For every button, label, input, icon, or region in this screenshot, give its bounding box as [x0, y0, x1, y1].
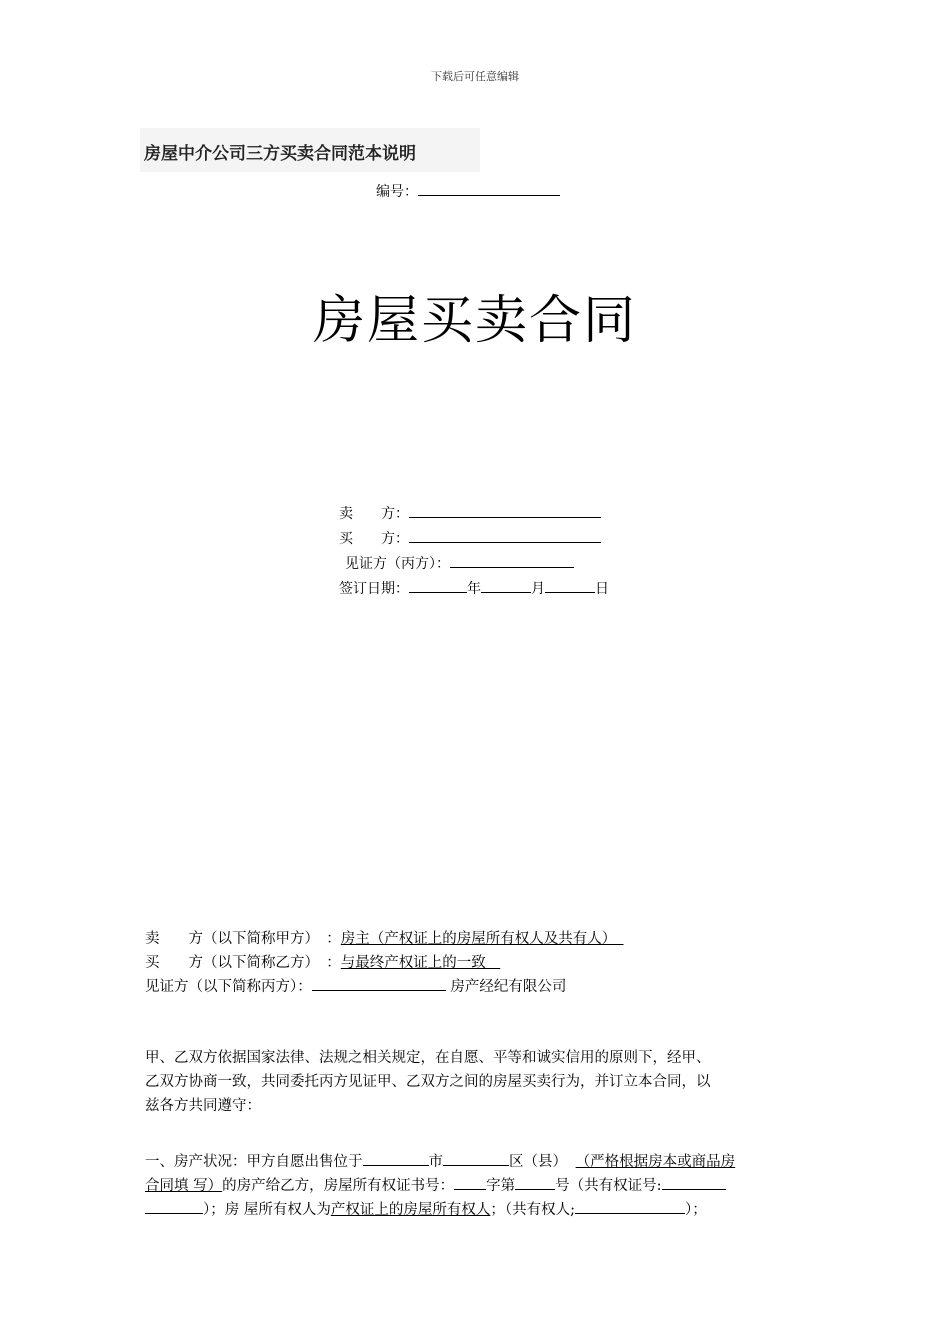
cover-seller-label: 卖 方： — [339, 506, 409, 522]
clause-1-text: 的房产给乙方，房屋所有权证书号： — [222, 1178, 455, 1194]
district-blank[interactable] — [443, 1150, 509, 1166]
cover-month-label: 月 — [531, 581, 545, 597]
cover-witness-blank[interactable] — [450, 552, 574, 568]
contract-number-label: 编号： — [376, 184, 418, 200]
co-cert-blank-1[interactable] — [662, 1174, 726, 1190]
clause-1-text: 号（共有权证号: — [555, 1178, 662, 1194]
cover-day-label: 日 — [595, 581, 609, 597]
cover-date-label: 签订日期： — [339, 581, 409, 597]
cover-seller-blank[interactable] — [409, 502, 601, 518]
party-witness — [145, 975, 566, 996]
party-witness-label: 见证方（以下简称丙方）： — [145, 979, 312, 995]
contract-number-blank[interactable] — [418, 180, 560, 196]
clause-1-text: 区（县） — [509, 1154, 567, 1170]
co-owner-blank[interactable] — [575, 1198, 685, 1214]
party-seller — [145, 927, 624, 948]
party-buyer-value: 与最终产权证上的一致 — [340, 955, 501, 971]
clause-1-line-3 — [145, 1198, 707, 1219]
cover-buyer-label: 买 方： — [339, 531, 409, 547]
city-blank[interactable] — [363, 1150, 429, 1166]
cert-number-blank[interactable] — [515, 1174, 555, 1190]
intro-line: 甲、乙双方依据国家法律、法规之相关规定，在自愿、平等和诚实信用的原则下，经甲、 — [145, 1050, 711, 1066]
cover-year-blank[interactable] — [409, 577, 467, 593]
intro-line: 乙双方协商一致，共同委托丙方见证甲、乙双方之间的房屋买卖行为，并订立本合同，以 — [145, 1074, 711, 1090]
party-witness-blank[interactable] — [312, 975, 446, 991]
cert-prefix-blank[interactable] — [454, 1174, 486, 1190]
cover-buyer — [339, 527, 601, 548]
contract-number — [376, 180, 560, 201]
party-buyer-label: 买 方（以下简称乙方） ： — [145, 955, 341, 971]
clause-1-line-2 — [145, 1174, 726, 1195]
party-buyer — [145, 951, 500, 972]
document-label — [140, 128, 480, 172]
clause-1-text: 一、房产状况：甲方自愿出售位于 — [145, 1154, 363, 1170]
party-seller-value: 房主（产权证上的房屋所有权人及共有人） — [340, 931, 624, 947]
intro-paragraph — [145, 1046, 810, 1118]
clause-1-note: 合同填 写） — [145, 1178, 223, 1194]
co-cert-blank-2[interactable] — [145, 1198, 203, 1214]
party-witness-suffix: 房产经纪有限公司 — [450, 979, 567, 995]
clause-1-text: 字第 — [486, 1178, 516, 1194]
cover-month-blank[interactable] — [481, 577, 531, 593]
download-note: 下载后可任意编辑 — [431, 70, 519, 83]
clause-1-note: （严格根据房本或商品房 — [575, 1154, 736, 1170]
intro-line: 兹各方共同遵守： — [145, 1098, 261, 1114]
document-label-text: 房屋中介公司三方买卖合同范本说明 — [144, 144, 416, 164]
cover-seller — [339, 502, 601, 523]
clause-1-text: ；（共有权人; — [490, 1202, 575, 1218]
cover-date — [339, 577, 609, 598]
clause-1-text: 市 — [428, 1154, 443, 1170]
cover-day-blank[interactable] — [545, 577, 595, 593]
cover-buyer-blank[interactable] — [409, 527, 601, 543]
cover-witness-label: 见证方（丙方）： — [345, 556, 450, 572]
owner-value: 产权证上的房屋所有权人 — [330, 1202, 491, 1218]
clause-1-text: ）；房 屋所有权人为 — [203, 1202, 331, 1218]
clause-1-line-1 — [145, 1150, 735, 1171]
page-title: 房屋买卖合同 — [312, 291, 637, 351]
party-seller-label: 卖 方（以下简称甲方） ： — [145, 931, 341, 947]
cover-year-label: 年 — [467, 581, 481, 597]
clause-1-text: ）； — [685, 1202, 707, 1218]
cover-witness — [345, 552, 574, 573]
